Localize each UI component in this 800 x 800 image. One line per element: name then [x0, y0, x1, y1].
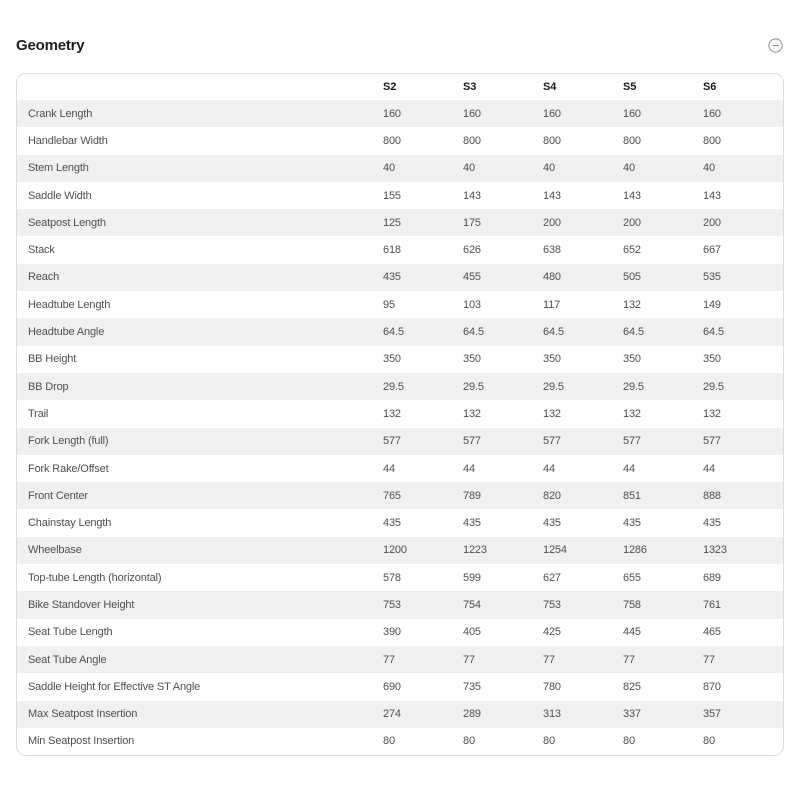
- measurement-cell: 505: [623, 264, 703, 291]
- measurement-cell: 40: [623, 155, 703, 182]
- measurement-cell: 1223: [463, 537, 543, 564]
- row-label: BB Drop: [17, 373, 383, 400]
- measurement-cell: 800: [463, 134, 481, 147]
- measurement-cell: 789: [463, 482, 543, 509]
- measurement-cell: 149: [703, 298, 721, 311]
- measurement-cell: 390: [383, 626, 401, 639]
- measurement-cell: 870: [703, 680, 721, 693]
- measurement-cell: 851: [623, 482, 703, 509]
- geometry-table-header-row: [17, 74, 783, 100]
- table-row: [17, 264, 783, 291]
- measurement-cell: 435: [703, 517, 721, 530]
- measurement-cell: 350: [703, 353, 721, 366]
- measurement-cell: 132: [543, 407, 561, 420]
- table-row: [17, 482, 783, 509]
- measurement-cell: 160: [543, 100, 623, 127]
- measurement-cell: 200: [623, 209, 703, 236]
- measurement-cell: 29.5: [463, 373, 543, 400]
- measurement-cell: 753: [543, 591, 623, 618]
- minus-circle-icon: [768, 38, 783, 53]
- row-label: Headtube Length: [28, 298, 111, 311]
- measurement-cell: 690: [383, 680, 401, 693]
- measurement-cell: 800: [623, 134, 641, 147]
- row-label: Handlebar Width: [28, 134, 108, 147]
- measurement-cell: 64.5: [543, 318, 623, 345]
- measurement-cell: 274: [383, 701, 463, 728]
- measurement-cell: 535: [703, 264, 783, 291]
- measurement-cell: 627: [543, 571, 561, 584]
- measurement-cell: 289: [463, 701, 543, 728]
- measurement-cell: 313: [543, 701, 623, 728]
- measurement-cell: 80: [383, 735, 395, 748]
- table-row: [17, 701, 783, 728]
- size-column-header-s2: S2: [383, 74, 463, 100]
- measurement-cell: 1254: [543, 537, 623, 564]
- row-label: Seatpost Length: [17, 209, 383, 236]
- measurement-cell: 103: [463, 298, 481, 311]
- measurement-cell: 780: [543, 680, 561, 693]
- measurement-cell: 435: [383, 264, 463, 291]
- measurement-cell: 29.5: [623, 373, 703, 400]
- measurement-cell: 29.5: [383, 373, 463, 400]
- section-header: [0, 0, 800, 54]
- measurement-cell: 761: [703, 591, 783, 618]
- table-row: [17, 291, 783, 318]
- measurement-cell: 435: [623, 517, 641, 530]
- row-label: Headtube Angle: [17, 318, 383, 345]
- measurement-cell: 754: [463, 591, 543, 618]
- measurement-cell: 350: [623, 353, 641, 366]
- measurement-cell: 405: [463, 626, 481, 639]
- measurement-cell: 800: [703, 134, 721, 147]
- measurement-cell: 820: [543, 482, 623, 509]
- measurement-cell: 155: [383, 189, 401, 202]
- table-row: [17, 155, 783, 182]
- measurement-cell: 753: [383, 591, 463, 618]
- measurement-cell: 77: [543, 646, 623, 673]
- measurement-cell: 44: [463, 462, 475, 475]
- row-label: Fork Length (full): [17, 428, 383, 455]
- measurement-cell: 800: [383, 134, 401, 147]
- measurement-cell: 125: [383, 209, 463, 236]
- measurement-cell: 117: [543, 298, 561, 311]
- measurement-cell: 357: [703, 701, 783, 728]
- measurement-cell: 758: [623, 591, 703, 618]
- row-label: Chainstay Length: [28, 517, 112, 530]
- row-label: Reach: [17, 264, 383, 291]
- measurement-cell: 95: [383, 298, 395, 311]
- table-row: [17, 236, 783, 263]
- row-label: Front Center: [17, 482, 383, 509]
- measurement-cell: 77: [383, 646, 463, 673]
- measurement-cell: 132: [703, 407, 721, 420]
- measurement-cell: 1286: [623, 537, 703, 564]
- measurement-cell: 80: [703, 735, 715, 748]
- measurement-cell: 480: [543, 264, 623, 291]
- row-label: Trail: [28, 407, 49, 420]
- row-label: Stack: [28, 244, 55, 257]
- measurement-cell: 200: [703, 209, 783, 236]
- size-column-header-s6: S6: [703, 74, 783, 100]
- measurement-cell: 77: [623, 646, 703, 673]
- table-row: [17, 182, 783, 209]
- row-label: Max Seatpost Insertion: [17, 701, 383, 728]
- geometry-table-card: [16, 73, 784, 756]
- measurement-cell: 40: [463, 155, 543, 182]
- measurement-cell: 175: [463, 209, 543, 236]
- measurement-cell: 40: [383, 155, 463, 182]
- measurement-cell: 44: [383, 462, 395, 475]
- measurement-cell: 888: [703, 482, 783, 509]
- measurement-cell: 435: [383, 517, 401, 530]
- row-label: Fork Rake/Offset: [28, 462, 109, 475]
- measurement-cell: 40: [543, 155, 623, 182]
- table-row: [17, 455, 783, 482]
- measurement-cell: 638: [543, 244, 561, 257]
- table-row: [17, 318, 783, 345]
- row-label: Seat Tube Length: [28, 626, 113, 639]
- row-label: Top-tube Length (horizontal): [28, 571, 162, 584]
- measurement-cell: 40: [703, 155, 783, 182]
- size-column-header-s5: S5: [623, 74, 703, 100]
- measurement-cell: 350: [463, 353, 481, 366]
- measurement-cell: 132: [383, 407, 401, 420]
- measurement-cell: 64.5: [463, 318, 543, 345]
- table-row: [17, 673, 783, 700]
- row-label: Min Seatpost Insertion: [28, 735, 135, 748]
- measurement-cell: 800: [543, 134, 561, 147]
- measurement-cell: 80: [463, 735, 475, 748]
- row-label: BB Height: [28, 353, 77, 366]
- row-label: Seat Tube Angle: [17, 646, 383, 673]
- table-row: [17, 100, 783, 127]
- measurement-cell: 577: [543, 428, 623, 455]
- measurement-cell: 425: [543, 626, 561, 639]
- measurement-cell: 44: [543, 462, 555, 475]
- measurement-cell: 655: [623, 571, 641, 584]
- table-row: [17, 428, 783, 455]
- measurement-cell: 64.5: [383, 318, 463, 345]
- measurement-cell: 577: [383, 428, 463, 455]
- measurement-cell: 77: [703, 646, 783, 673]
- measurement-cell: 64.5: [703, 318, 783, 345]
- table-row: [17, 619, 783, 646]
- measurement-cell: 578: [383, 571, 401, 584]
- measurement-cell: 618: [383, 244, 401, 257]
- row-label: Saddle Height for Effective ST Angle: [28, 680, 201, 693]
- measurement-cell: 599: [463, 571, 481, 584]
- collapse-section-button[interactable]: [766, 36, 784, 54]
- size-column-header-s3: S3: [463, 74, 543, 100]
- measurement-cell: 29.5: [703, 373, 783, 400]
- measurement-cell: 735: [463, 680, 481, 693]
- measurement-cell: 200: [543, 209, 623, 236]
- measurement-cell: 160: [383, 100, 463, 127]
- measurement-cell: 765: [383, 482, 463, 509]
- measurement-cell: 825: [623, 680, 641, 693]
- measurement-cell: 132: [623, 298, 641, 311]
- size-column-header-s4: S4: [543, 74, 623, 100]
- row-label: Stem Length: [17, 155, 383, 182]
- measurement-cell: 80: [543, 735, 555, 748]
- table-row: [17, 646, 783, 673]
- measurement-cell: 1323: [703, 537, 783, 564]
- measurement-cell: 577: [703, 428, 783, 455]
- row-label: Crank Length: [17, 100, 383, 127]
- row-label: Wheelbase: [17, 537, 383, 564]
- measurement-cell: 435: [543, 517, 561, 530]
- row-label: Bike Standover Height: [17, 591, 383, 618]
- measurement-cell: 143: [703, 189, 721, 202]
- measurement-cell: 1200: [383, 537, 463, 564]
- corner-cell: [17, 74, 383, 100]
- table-row: [17, 591, 783, 618]
- table-row: [17, 209, 783, 236]
- measurement-cell: 160: [463, 100, 543, 127]
- measurement-cell: 667: [703, 244, 721, 257]
- measurement-cell: 64.5: [623, 318, 703, 345]
- measurement-cell: 652: [623, 244, 641, 257]
- geometry-table: [17, 74, 783, 755]
- measurement-cell: 143: [543, 189, 561, 202]
- measurement-cell: 160: [703, 100, 783, 127]
- measurement-cell: 465: [703, 626, 721, 639]
- measurement-cell: 143: [623, 189, 641, 202]
- measurement-cell: 445: [623, 626, 641, 639]
- measurement-cell: 350: [383, 353, 401, 366]
- measurement-cell: 132: [463, 407, 481, 420]
- measurement-cell: 143: [463, 189, 481, 202]
- table-row: [17, 728, 783, 755]
- page-title: Geometry: [16, 36, 85, 54]
- table-row: [17, 537, 783, 564]
- measurement-cell: 577: [463, 428, 543, 455]
- measurement-cell: 435: [463, 517, 481, 530]
- measurement-cell: 44: [623, 462, 635, 475]
- table-row: [17, 564, 783, 591]
- measurement-cell: 689: [703, 571, 721, 584]
- table-row: [17, 509, 783, 536]
- table-row: [17, 373, 783, 400]
- table-row: [17, 346, 783, 373]
- measurement-cell: 337: [623, 701, 703, 728]
- measurement-cell: 455: [463, 264, 543, 291]
- measurement-cell: 77: [463, 646, 543, 673]
- table-row: [17, 400, 783, 427]
- measurement-cell: 350: [543, 353, 561, 366]
- measurement-cell: 44: [703, 462, 715, 475]
- row-label: Saddle Width: [28, 189, 92, 202]
- table-row: [17, 127, 783, 154]
- measurement-cell: 80: [623, 735, 635, 748]
- measurement-cell: 577: [623, 428, 703, 455]
- measurement-cell: 29.5: [543, 373, 623, 400]
- measurement-cell: 160: [623, 100, 703, 127]
- measurement-cell: 132: [623, 407, 641, 420]
- measurement-cell: 626: [463, 244, 481, 257]
